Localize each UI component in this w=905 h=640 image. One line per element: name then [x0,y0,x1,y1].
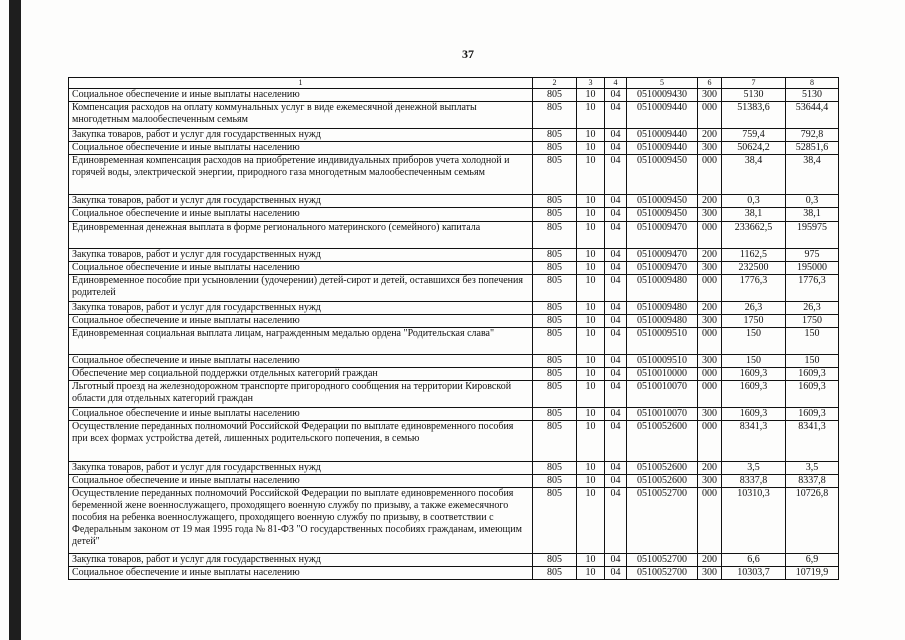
subsection-cell: 04 [605,302,627,315]
section-cell: 10 [577,462,605,475]
amount-col8-cell: 26,3 [786,302,839,315]
ministry-code-cell: 805 [533,275,577,302]
row-name-cell: Закупка товаров, работ и услуг для государственных нужд [69,462,533,475]
amount-col7-cell: 1162,5 [722,249,786,262]
expense-type-cell: 300 [698,567,722,580]
column-number-row [69,78,839,89]
expense-type-cell: 000 [698,328,722,355]
row-name-cell: Закупка товаров, работ и услуг для государственных нужд [69,129,533,142]
amount-col8-cell: 1750 [786,315,839,328]
subsection-cell: 04 [605,249,627,262]
amount-col7-cell: 38,4 [722,155,786,195]
amount-col8-cell: 1609,3 [786,408,839,421]
amount-col8-cell: 10726,8 [786,488,839,554]
table-row [69,89,839,102]
target-article-cell: 0510009480 [627,302,698,315]
amount-col7-cell: 232500 [722,262,786,275]
target-article-cell: 0510009450 [627,195,698,208]
target-article-cell: 0510009470 [627,249,698,262]
row-name-cell: Социальное обеспечение и иные выплаты населению [69,89,533,102]
ministry-code-cell: 805 [533,195,577,208]
table-row [69,488,839,554]
row-name-cell: Закупка товаров, работ и услуг для государственных нужд [69,302,533,315]
row-name-cell: Закупка товаров, работ и услуг для государственных нужд [69,554,533,567]
ministry-code-cell: 805 [533,488,577,554]
target-article-cell: 0510052600 [627,475,698,488]
target-article-cell: 0510009430 [627,89,698,102]
table-row [69,421,839,462]
table-row [69,249,839,262]
section-cell: 10 [577,208,605,222]
row-name-cell: Единовременная денежная выплата в форме регионального материнского (семейного) капитала [69,222,533,249]
ministry-code-cell: 805 [533,567,577,580]
subsection-cell: 04 [605,315,627,328]
column-number-4: 4 [605,78,627,89]
amount-col8-cell: 8337,8 [786,475,839,488]
expense-type-cell: 300 [698,475,722,488]
amount-col7-cell: 51383,6 [722,102,786,129]
ministry-code-cell: 805 [533,421,577,462]
subsection-cell: 04 [605,262,627,275]
subsection-cell: 04 [605,208,627,222]
table-row [69,462,839,475]
page-number: 37 [462,47,474,61]
section-cell: 10 [577,262,605,275]
table-row [69,475,839,488]
table-row [69,368,839,381]
target-article-cell: 0510052600 [627,462,698,475]
subsection-cell: 04 [605,328,627,355]
table-row [69,302,839,315]
table-header [69,78,839,89]
section-cell: 10 [577,488,605,554]
ministry-code-cell: 805 [533,102,577,129]
target-article-cell: 0510052700 [627,567,698,580]
row-name-cell: Осуществление переданных полномочий Российской Федерации по выплате единовременного пособия беременной жене военнослужащего, проходящего военную службу по призыву, а также ежемесячного пособия на ребенка военнослужащего, проходящего военную службу по призыву, в соответствии с Федеральным законом от 19 мая 1995 года № 81-ФЗ "О государственных пособиях гражданам, имеющим детей" [69,488,533,554]
subsection-cell: 04 [605,368,627,381]
target-article-cell: 0510009440 [627,102,698,129]
amount-col7-cell: 1609,3 [722,381,786,408]
subsection-cell: 04 [605,355,627,368]
amount-col7-cell: 759,4 [722,129,786,142]
ministry-code-cell: 805 [533,208,577,222]
table-row [69,315,839,328]
amount-col7-cell: 6,6 [722,554,786,567]
table-row [69,222,839,249]
subsection-cell: 04 [605,195,627,208]
column-number-2: 2 [533,78,577,89]
row-name-cell: Социальное обеспечение и иные выплаты населению [69,208,533,222]
expense-type-cell: 300 [698,262,722,275]
expense-type-cell: 200 [698,195,722,208]
target-article-cell: 0510009440 [627,142,698,155]
expense-type-cell: 200 [698,129,722,142]
subsection-cell: 04 [605,567,627,580]
target-article-cell: 0510009450 [627,155,698,195]
amount-col8-cell: 0,3 [786,195,839,208]
amount-col7-cell: 1776,3 [722,275,786,302]
section-cell: 10 [577,275,605,302]
section-cell: 10 [577,328,605,355]
expense-type-cell: 000 [698,488,722,554]
amount-col7-cell: 5130 [722,89,786,102]
ministry-code-cell: 805 [533,381,577,408]
amount-col8-cell: 792,8 [786,129,839,142]
amount-col8-cell: 150 [786,328,839,355]
section-cell: 10 [577,302,605,315]
expense-type-cell: 300 [698,355,722,368]
row-name-cell: Социальное обеспечение и иные выплаты населению [69,142,533,155]
expense-type-cell: 200 [698,249,722,262]
expense-type-cell: 000 [698,421,722,462]
amount-col8-cell: 10719,9 [786,567,839,580]
expense-type-cell: 300 [698,89,722,102]
table-row [69,195,839,208]
section-cell: 10 [577,368,605,381]
ministry-code-cell: 805 [533,408,577,421]
row-name-cell: Социальное обеспечение и иные выплаты населению [69,355,533,368]
subsection-cell: 04 [605,129,627,142]
table-row [69,408,839,421]
subsection-cell: 04 [605,488,627,554]
scan-edge-shadow [9,0,21,640]
subsection-cell: 04 [605,462,627,475]
ministry-code-cell: 805 [533,249,577,262]
amount-col7-cell: 150 [722,355,786,368]
amount-col7-cell: 3,5 [722,462,786,475]
amount-col7-cell: 10310,3 [722,488,786,554]
section-cell: 10 [577,142,605,155]
amount-col8-cell: 8341,3 [786,421,839,462]
section-cell: 10 [577,355,605,368]
section-cell: 10 [577,408,605,421]
target-article-cell: 0510009450 [627,208,698,222]
amount-col7-cell: 1609,3 [722,368,786,381]
row-name-cell: Социальное обеспечение и иные выплаты населению [69,315,533,328]
row-name-cell: Социальное обеспечение и иные выплаты населению [69,408,533,421]
row-name-cell: Социальное обеспечение и иные выплаты населению [69,475,533,488]
table-body [69,89,839,580]
table-row [69,262,839,275]
amount-col7-cell: 50624,2 [722,142,786,155]
section-cell: 10 [577,89,605,102]
target-article-cell: 0510009440 [627,129,698,142]
expense-type-cell: 000 [698,368,722,381]
subsection-cell: 04 [605,475,627,488]
row-name-cell: Льготный проезд на железнодорожном транспорте пригородного сообщения на территории Кировской области для отдельных категорий граждан [69,381,533,408]
target-article-cell: 0510010000 [627,368,698,381]
amount-col7-cell: 8337,8 [722,475,786,488]
amount-col8-cell: 1609,3 [786,368,839,381]
amount-col8-cell: 975 [786,249,839,262]
ministry-code-cell: 805 [533,155,577,195]
table-row [69,275,839,302]
column-number-6: 6 [698,78,722,89]
amount-col8-cell: 1776,3 [786,275,839,302]
section-cell: 10 [577,475,605,488]
section-cell: 10 [577,102,605,129]
expense-type-cell: 200 [698,462,722,475]
subsection-cell: 04 [605,155,627,195]
table-row [69,328,839,355]
amount-col7-cell: 1609,3 [722,408,786,421]
amount-col7-cell: 38,1 [722,208,786,222]
section-cell: 10 [577,249,605,262]
amount-col8-cell: 38,1 [786,208,839,222]
subsection-cell: 04 [605,142,627,155]
row-name-cell: Закупка товаров, работ и услуг для государственных нужд [69,195,533,208]
amount-col7-cell: 0,3 [722,195,786,208]
amount-col7-cell: 26,3 [722,302,786,315]
amount-col8-cell: 3,5 [786,462,839,475]
ministry-code-cell: 805 [533,129,577,142]
subsection-cell: 04 [605,408,627,421]
amount-col8-cell: 195000 [786,262,839,275]
ministry-code-cell: 805 [533,462,577,475]
amount-col7-cell: 150 [722,328,786,355]
section-cell: 10 [577,554,605,567]
expense-type-cell: 000 [698,222,722,249]
target-article-cell: 0510009480 [627,275,698,302]
table-row [69,381,839,408]
target-article-cell: 0510052700 [627,488,698,554]
table-row [69,102,839,129]
amount-col8-cell: 53644,4 [786,102,839,129]
row-name-cell: Единовременная социальная выплата лицам, награжденным медалью ордена "Родительская слава" [69,328,533,355]
section-cell: 10 [577,155,605,195]
target-article-cell: 0510009480 [627,315,698,328]
expense-type-cell: 000 [698,155,722,195]
subsection-cell: 04 [605,102,627,129]
column-number-7: 7 [722,78,786,89]
ministry-code-cell: 805 [533,222,577,249]
ministry-code-cell: 805 [533,475,577,488]
target-article-cell: 0510009510 [627,355,698,368]
table-row [69,567,839,580]
table-row [69,129,839,142]
column-number-8: 8 [786,78,839,89]
target-article-cell: 0510010070 [627,381,698,408]
target-article-cell: 0510009470 [627,262,698,275]
amount-col8-cell: 150 [786,355,839,368]
row-name-cell: Осуществление переданных полномочий Российской Федерации по выплате единовременного пособия при всех формах устройства детей, лишенных родительского попечения, в семью [69,421,533,462]
ministry-code-cell: 805 [533,315,577,328]
table-row [69,208,839,222]
ministry-code-cell: 805 [533,142,577,155]
amount-col8-cell: 52851,6 [786,142,839,155]
row-name-cell: Обеспечение мер социальной поддержки отдельных категорий граждан [69,368,533,381]
column-number-3: 3 [577,78,605,89]
amount-col8-cell: 6,9 [786,554,839,567]
amount-col7-cell: 10303,7 [722,567,786,580]
ministry-code-cell: 805 [533,262,577,275]
amount-col8-cell: 1609,3 [786,381,839,408]
target-article-cell: 0510009470 [627,222,698,249]
expense-type-cell: 300 [698,408,722,421]
row-name-cell: Социальное обеспечение и иные выплаты населению [69,567,533,580]
subsection-cell: 04 [605,421,627,462]
row-name-cell: Компенсация расходов на оплату коммунальных услуг в виде ежемесячной денежной выплаты многодетным малообеспеченным семьям [69,102,533,129]
target-article-cell: 0510052700 [627,554,698,567]
target-article-cell: 0510010070 [627,408,698,421]
section-cell: 10 [577,222,605,249]
expense-type-cell: 300 [698,315,722,328]
row-name-cell: Единовременная компенсация расходов на приобретение индивидуальных приборов учета холодной и горячей воды, электрической энергии, природного газа многодетным малообеспеченным семьям [69,155,533,195]
section-cell: 10 [577,421,605,462]
subsection-cell: 04 [605,275,627,302]
budget-table [68,77,839,580]
ministry-code-cell: 805 [533,368,577,381]
amount-col8-cell: 195975 [786,222,839,249]
ministry-code-cell: 805 [533,328,577,355]
subsection-cell: 04 [605,222,627,249]
expense-type-cell: 000 [698,381,722,408]
row-name-cell: Социальное обеспечение и иные выплаты населению [69,262,533,275]
ministry-code-cell: 805 [533,554,577,567]
amount-col7-cell: 8341,3 [722,421,786,462]
table-row [69,355,839,368]
column-number-5: 5 [627,78,698,89]
section-cell: 10 [577,567,605,580]
section-cell: 10 [577,315,605,328]
subsection-cell: 04 [605,381,627,408]
table-row [69,155,839,195]
column-number-1: 1 [69,78,533,89]
expense-type-cell: 000 [698,102,722,129]
amount-col7-cell: 233662,5 [722,222,786,249]
table-row [69,554,839,567]
amount-col8-cell: 38,4 [786,155,839,195]
subsection-cell: 04 [605,554,627,567]
ministry-code-cell: 805 [533,355,577,368]
amount-col8-cell: 5130 [786,89,839,102]
ministry-code-cell: 805 [533,302,577,315]
expense-type-cell: 200 [698,554,722,567]
section-cell: 10 [577,129,605,142]
expense-type-cell: 200 [698,302,722,315]
target-article-cell: 0510009510 [627,328,698,355]
section-cell: 10 [577,381,605,408]
subsection-cell: 04 [605,89,627,102]
ministry-code-cell: 805 [533,89,577,102]
target-article-cell: 0510052600 [627,421,698,462]
expense-type-cell: 300 [698,142,722,155]
section-cell: 10 [577,195,605,208]
row-name-cell: Закупка товаров, работ и услуг для государственных нужд [69,249,533,262]
table-row [69,142,839,155]
amount-col7-cell: 1750 [722,315,786,328]
expense-type-cell: 300 [698,208,722,222]
row-name-cell: Единовременное пособие при усыновлении (удочерении) детей-сирот и детей, оставшихся без попечения родителей [69,275,533,302]
expense-type-cell: 000 [698,275,722,302]
